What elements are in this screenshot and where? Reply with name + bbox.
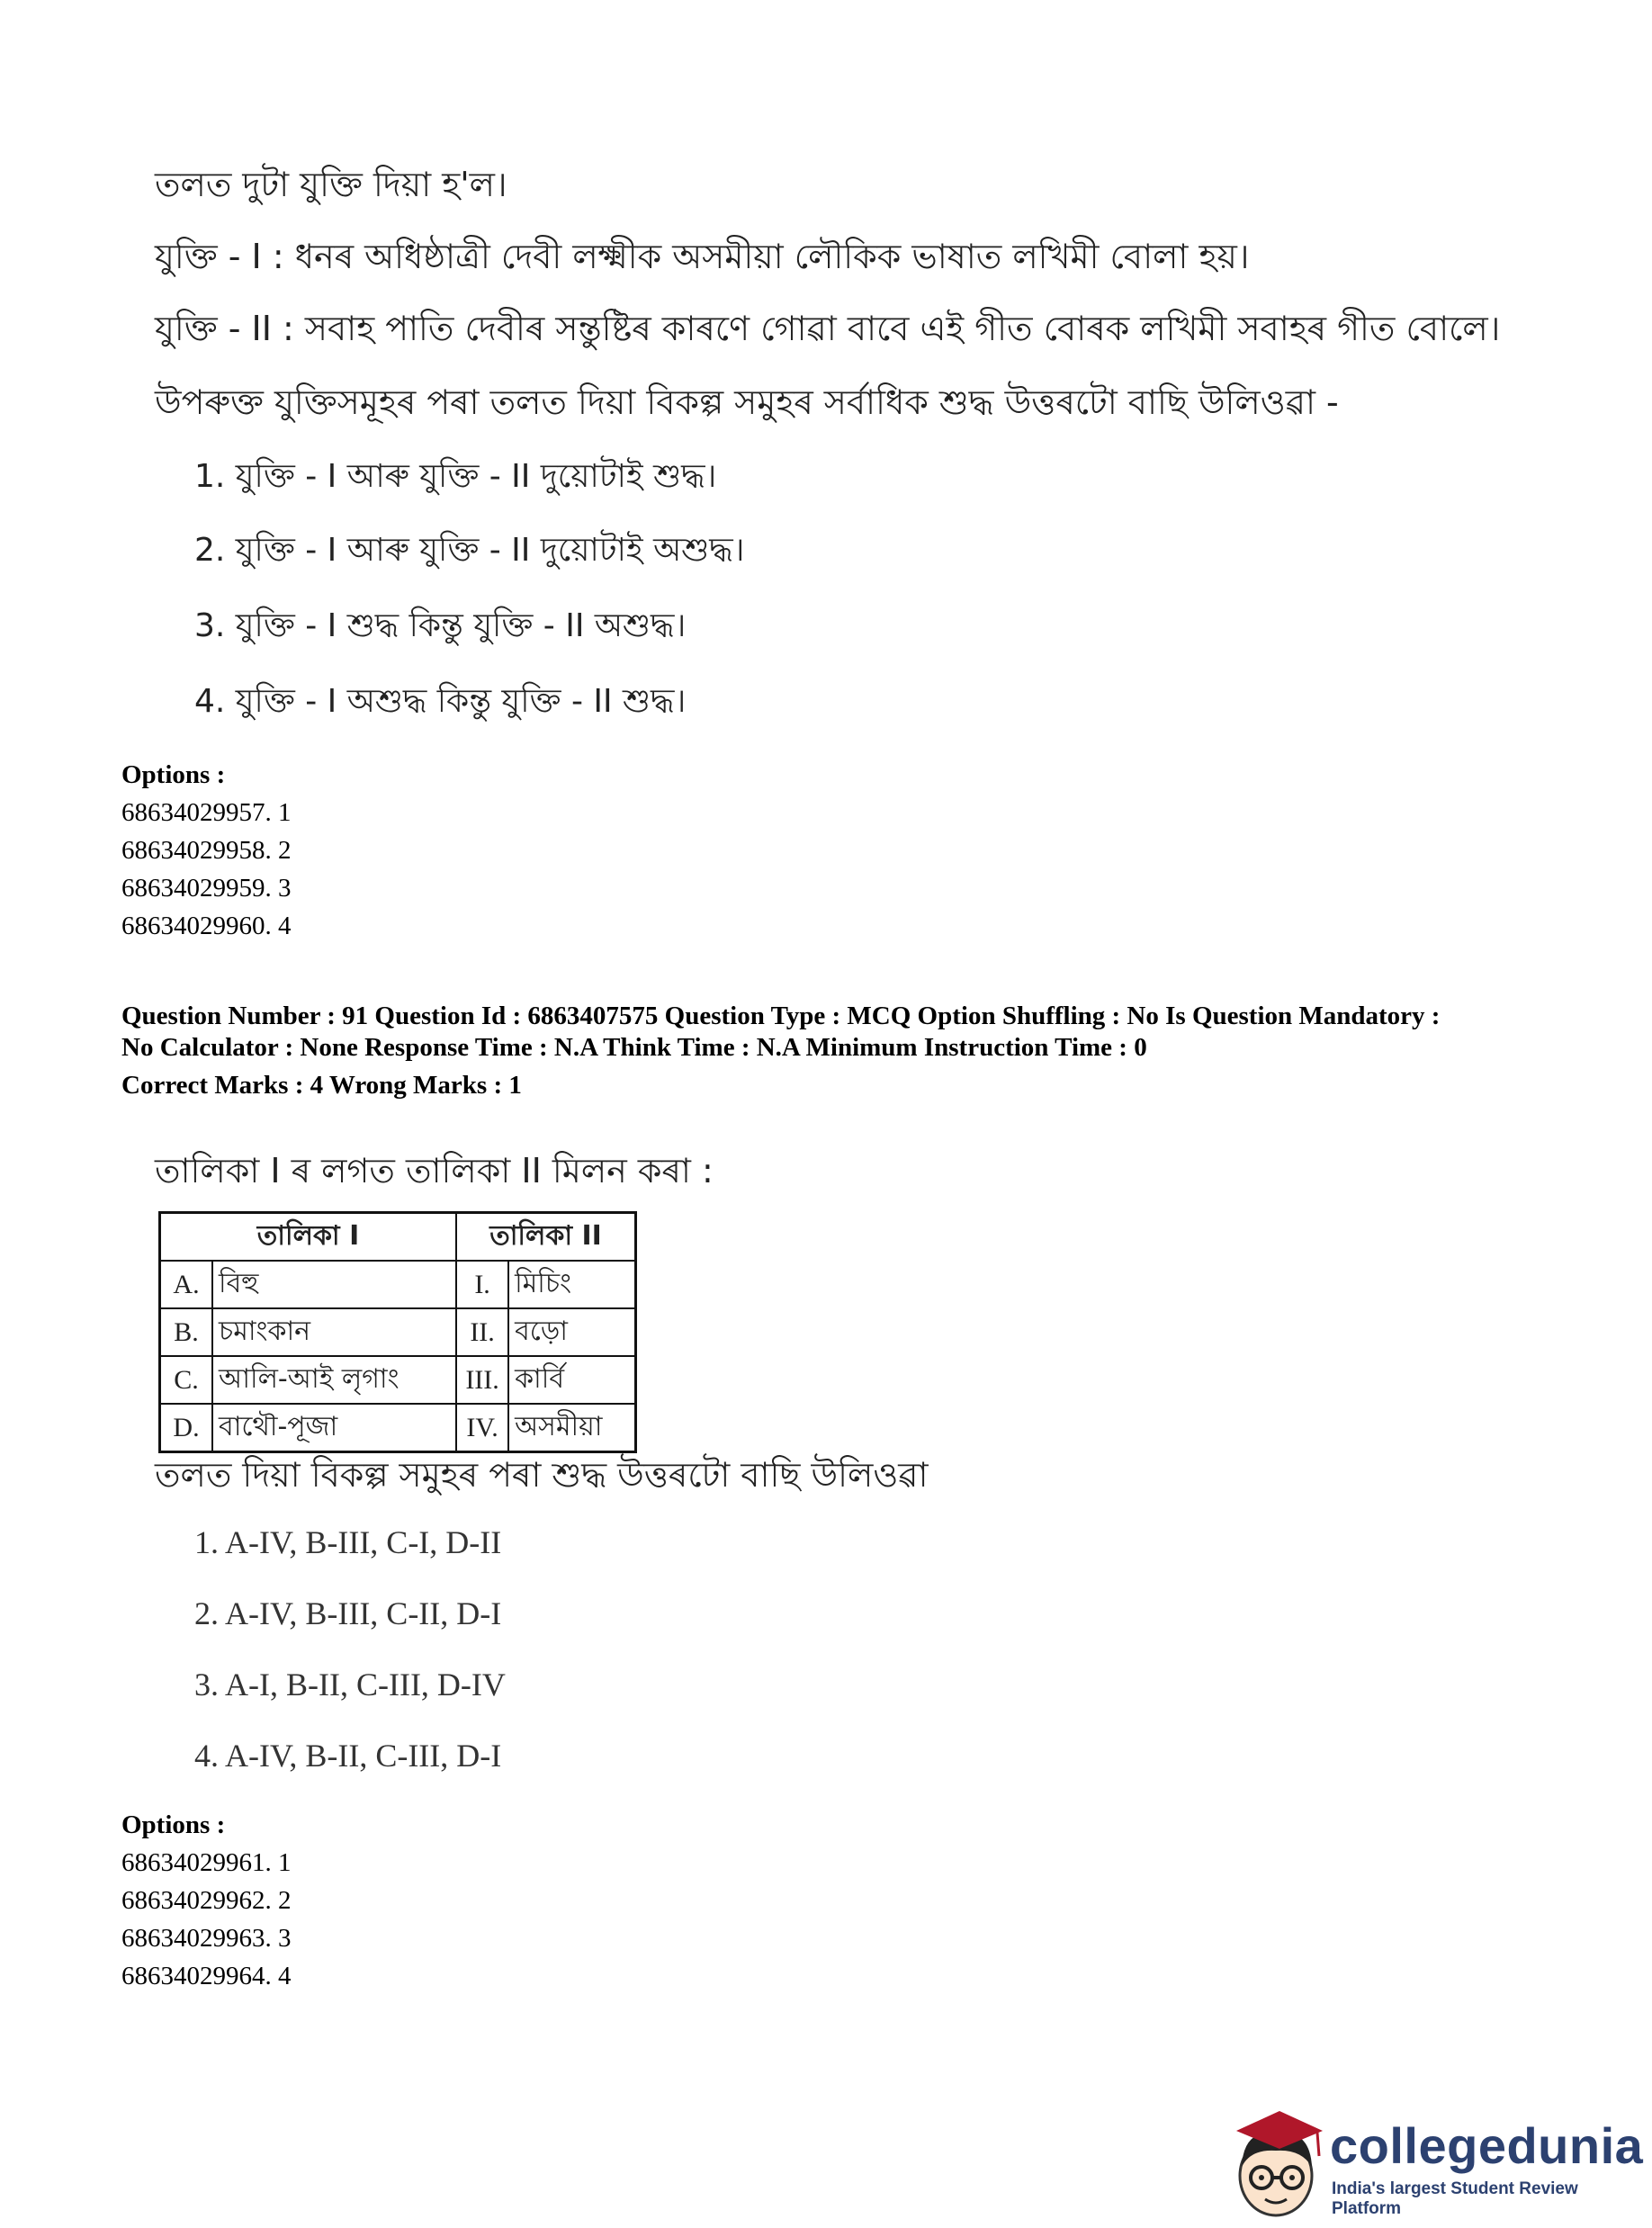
row-value-left: বিহু (212, 1261, 456, 1308)
row-key-left: B. (160, 1308, 213, 1356)
option-id-1: 68634029957. 1 (121, 798, 292, 827)
reason-2: যুক্তি - II : সবাহ পাতি দেবীৰ সন্তুষ্টিৰ কাৰণে গোৱা বাবে এই গীত বোৰক লখিমী সবাহৰ গীত বোলে। (155, 309, 1501, 348)
row-key-right: IV. (456, 1404, 508, 1452)
reason-1: যুক্তি - I : ধনৰ অধিষ্ঠাত্ৰী দেবী লক্ষ্মীক অসমীয়া লৌকিক ভাষাত লখিমী বোলা হয়। (155, 237, 1250, 276)
row-value-left: বাথৌ-পূজা (212, 1404, 456, 1452)
answer-choice-1: 1. যুক্তি - I আৰু যুক্তি - II দুয়োটাই শুদ্ধ। (194, 458, 717, 495)
table-row (160, 1261, 636, 1308)
table-header-list-1: তালিকা I (160, 1213, 457, 1262)
options-heading: Options : (121, 1810, 226, 1839)
question-prompt: উপৰুক্ত যুক্তিসমূহৰ পৰা তলত দিয়া বিকল্প সমুহৰ সৰ্বাধিক শুদ্ধ উত্তৰটো বাছি উলিওৱা - (155, 382, 1339, 422)
matching-table (158, 1211, 637, 1453)
row-key-right: I. (456, 1261, 508, 1308)
logo-wordmark: collegedunia (1330, 2117, 1644, 2174)
row-key-right: II. (456, 1308, 508, 1356)
option-id-4: 68634029960. 4 (121, 912, 292, 940)
question-intro: তলত দুটা যুক্তি দিয়া হ'ল। (155, 165, 507, 204)
options-heading: Options : (121, 760, 226, 789)
table-row (160, 1404, 636, 1452)
row-value-left: চমাংকান (212, 1308, 456, 1356)
table-row (160, 1308, 636, 1356)
question-marks: Correct Marks : 4 Wrong Marks : 1 (121, 1071, 522, 1100)
option-id-4: 68634029964. 4 (121, 1962, 292, 1990)
row-key-left: C. (160, 1356, 213, 1404)
question-intro: তালিকা I ৰ লগত তালিকা II মিলন কৰা : (155, 1151, 714, 1190)
table-header-list-2: তালিকা II (456, 1213, 635, 1262)
row-value-right: মিচিং (508, 1261, 635, 1308)
option-id-3: 68634029959. 3 (121, 874, 292, 903)
answer-choice-4: 4. যুক্তি - I অশুদ্ধ কিন্তু যুক্তি - II শুদ্ধ। (194, 683, 687, 720)
option-id-2: 68634029962. 2 (121, 1886, 292, 1915)
row-key-left: D. (160, 1404, 213, 1452)
answer-choice-2: 2. যুক্তি - I আৰু যুক্তি - II দুয়োটাই অশুদ্ধ। (194, 532, 745, 569)
question-meta-line-2: No Calculator : None Response Time : N.A Think Time : N.A Minimum Instruction Time : 0 (121, 1033, 1147, 1062)
question-meta-line-1: Question Number : 91 Question Id : 6863407575 Question Type : MCQ Option Shuffling : No Is Question Mandatory : (121, 1002, 1441, 1030)
question-prompt: তলত দিয়া বিকল্প সমুহৰ পৰা শুদ্ধ উত্তৰটো বাছি উলিওৱা (155, 1455, 929, 1495)
table-header-row (160, 1213, 636, 1262)
row-value-left: আলি-আই লৃগাং (212, 1356, 456, 1404)
option-id-2: 68634029958. 2 (121, 836, 292, 865)
collegedunia-logo (1224, 2097, 1644, 2223)
student-mascot-icon (1224, 2097, 1332, 2223)
row-key-right: III. (456, 1356, 508, 1404)
row-value-right: অসমীয়া (508, 1404, 635, 1452)
option-id-1: 68634029961. 1 (121, 1848, 292, 1877)
answer-choice-2: 2. A-IV, B-III, C-II, D-I (194, 1595, 502, 1631)
option-id-3: 68634029963. 3 (121, 1924, 292, 1953)
logo-tagline: India's largest Student Review Platform (1332, 2179, 1578, 2218)
answer-choice-3: 3. A-I, B-II, C-III, D-IV (194, 1667, 506, 1702)
answer-choice-4: 4. A-IV, B-II, C-III, D-I (194, 1738, 502, 1774)
answer-choice-1: 1. A-IV, B-III, C-I, D-II (194, 1524, 502, 1560)
answer-choice-3: 3. যুক্তি - I শুদ্ধ কিন্তু যুক্তি - II অশুদ্ধ। (194, 607, 687, 644)
table-row (160, 1356, 636, 1404)
row-value-right: বড়ো (508, 1308, 635, 1356)
row-key-left: A. (160, 1261, 213, 1308)
row-value-right: কাৰ্বি (508, 1356, 635, 1404)
